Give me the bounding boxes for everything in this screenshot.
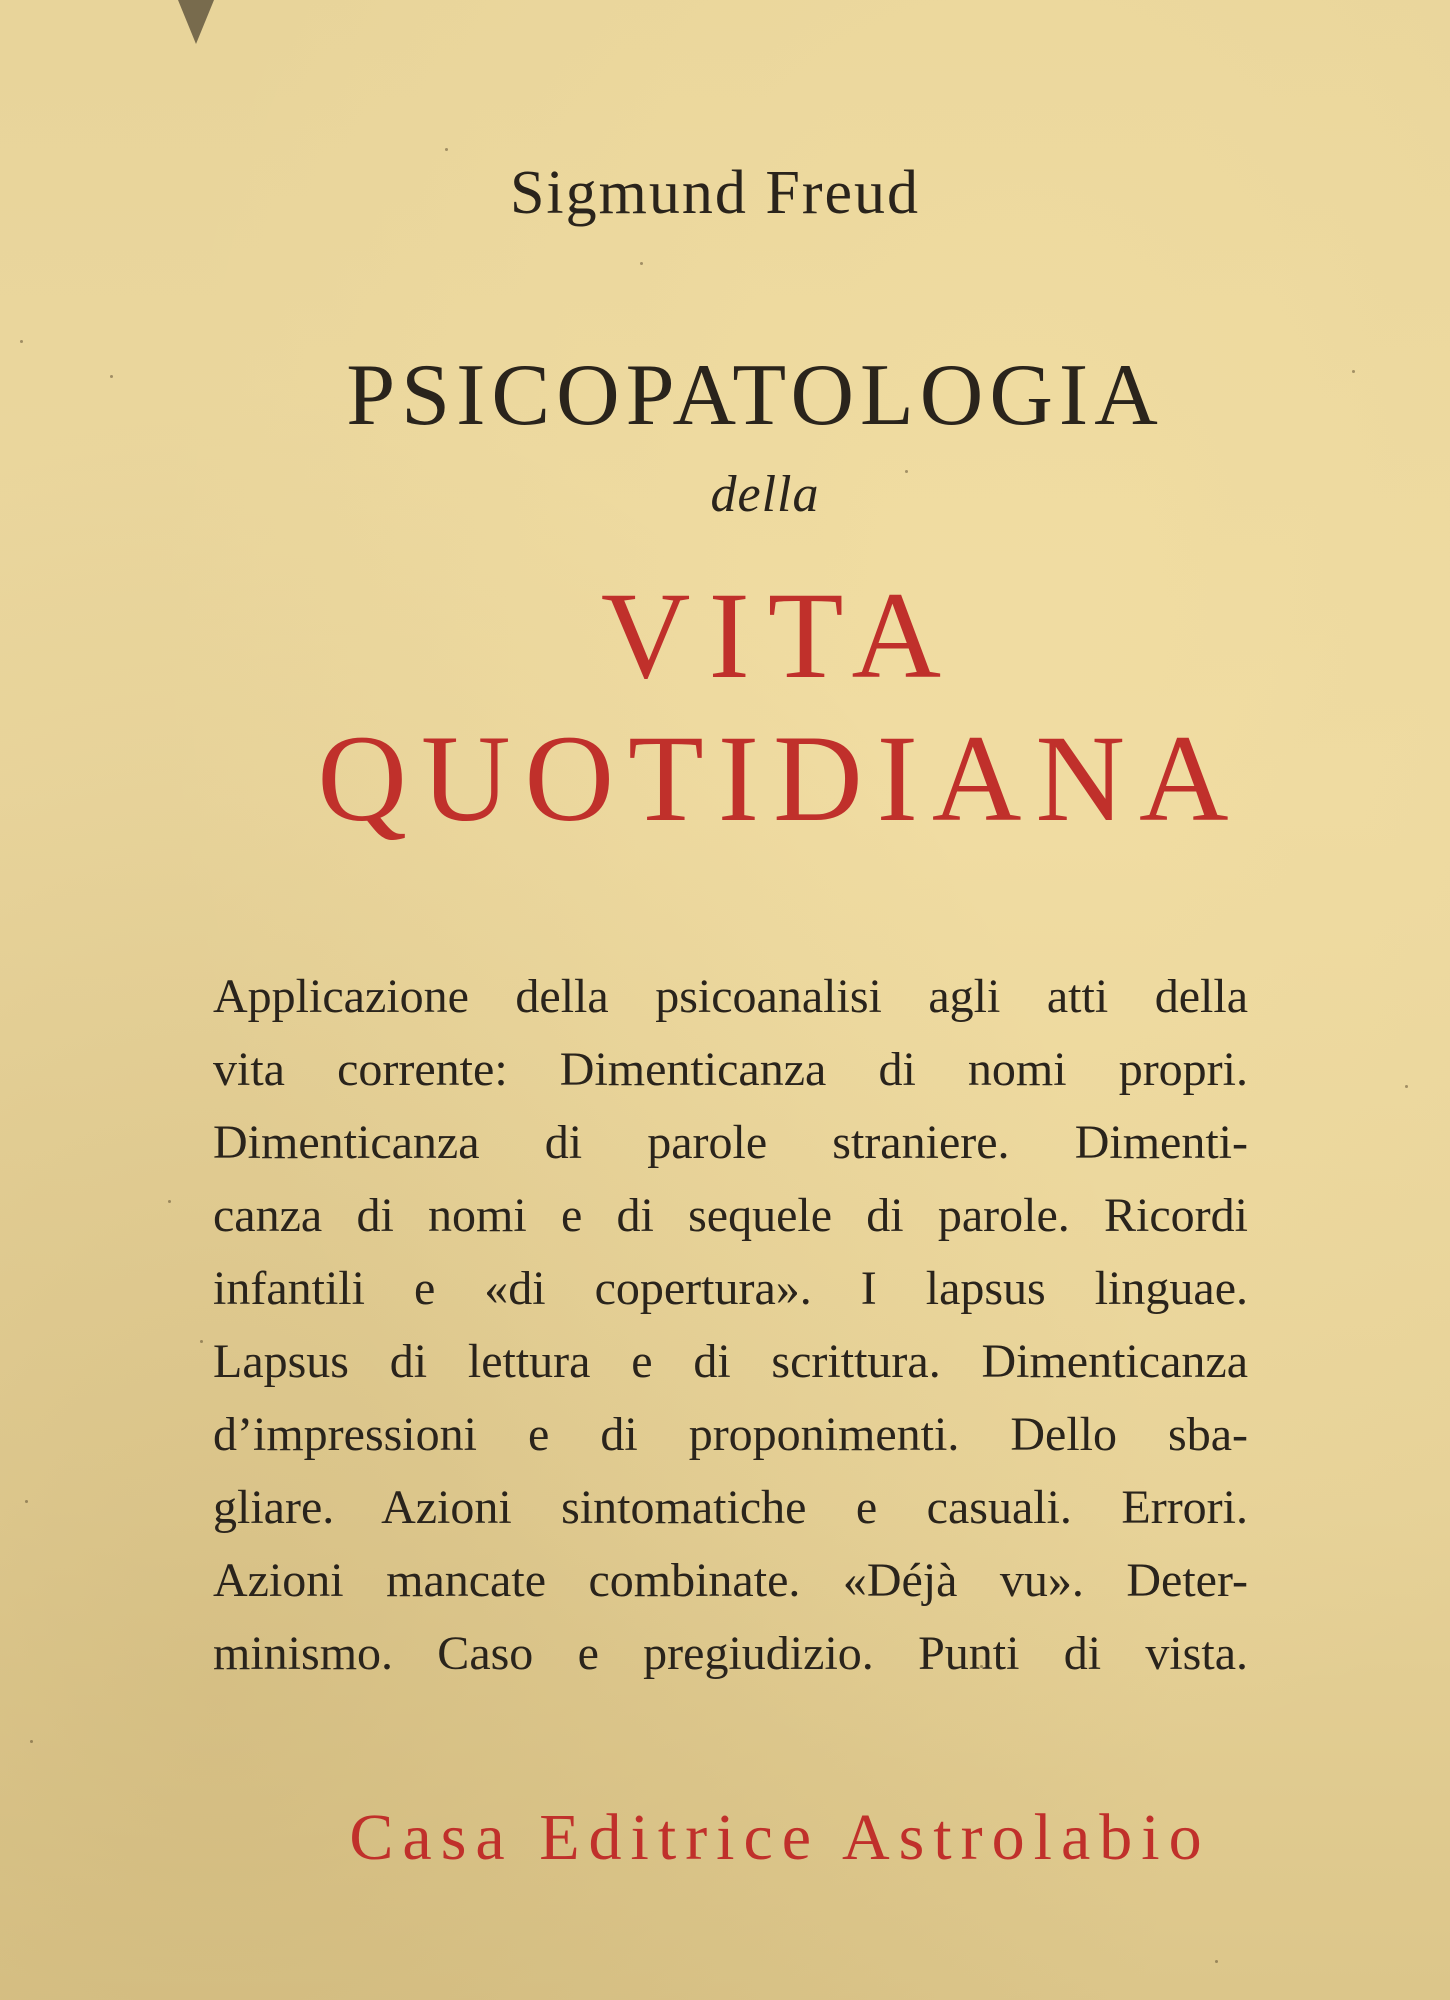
description-line: infantili e «di copertura». I lapsus linguae. [213,1262,1248,1315]
title-line-3: QUOTIDIANA [317,710,1243,847]
description-line: canza di nomi e di sequele di parole. Ricordi [213,1189,1248,1242]
title-connector [0,465,1450,524]
description-line: Applicazione della psicoanalisi agli atti della [213,970,1248,1023]
paper-speck [1215,1960,1218,1963]
title-vita [0,565,1450,707]
paper-speck [30,1740,33,1743]
title-quotidiana [0,708,1450,850]
author-text: Sigmund Freud [509,159,921,227]
torn-corner-mark [178,0,214,44]
paper-speck [1405,1085,1408,1088]
paper-speck [200,1340,203,1343]
title-connector-text: della [710,466,820,523]
description-line: Lapsus di lettura e di scrittura. Dimenticanza [213,1335,1248,1388]
paper-speck [445,148,448,151]
description-line: vita corrente: Dimenticanza di nomi propri. [213,1043,1248,1096]
author-name [0,158,1450,229]
description-line: Dimenticanza di parole straniere. Dimenti- [213,1116,1248,1169]
description-line: Azioni mancate combinate. «Déjà vu». Deter- [213,1554,1248,1607]
paper-speck [168,1200,171,1203]
paper-speck [25,1500,28,1503]
paper-speck [640,262,643,265]
description-line: d’impressioni e di proponimenti. Dello sba- [213,1408,1248,1461]
title-line-2: VITA [600,567,960,704]
title-line-1: PSICOPATOLOGIA [346,347,1164,444]
title-psicopatologia [0,345,1450,446]
description-line: gliare. Azioni sintomatiche e casuali. Errori. [213,1481,1248,1534]
publisher-name [0,1800,1450,1876]
paper-speck [20,340,23,343]
contents-description [213,960,1248,1690]
description-line: minismo. Caso e pregiudizio. Punti di vista. [213,1627,1248,1680]
publisher-text: Casa Editrice Astrolabio [349,1801,1211,1874]
